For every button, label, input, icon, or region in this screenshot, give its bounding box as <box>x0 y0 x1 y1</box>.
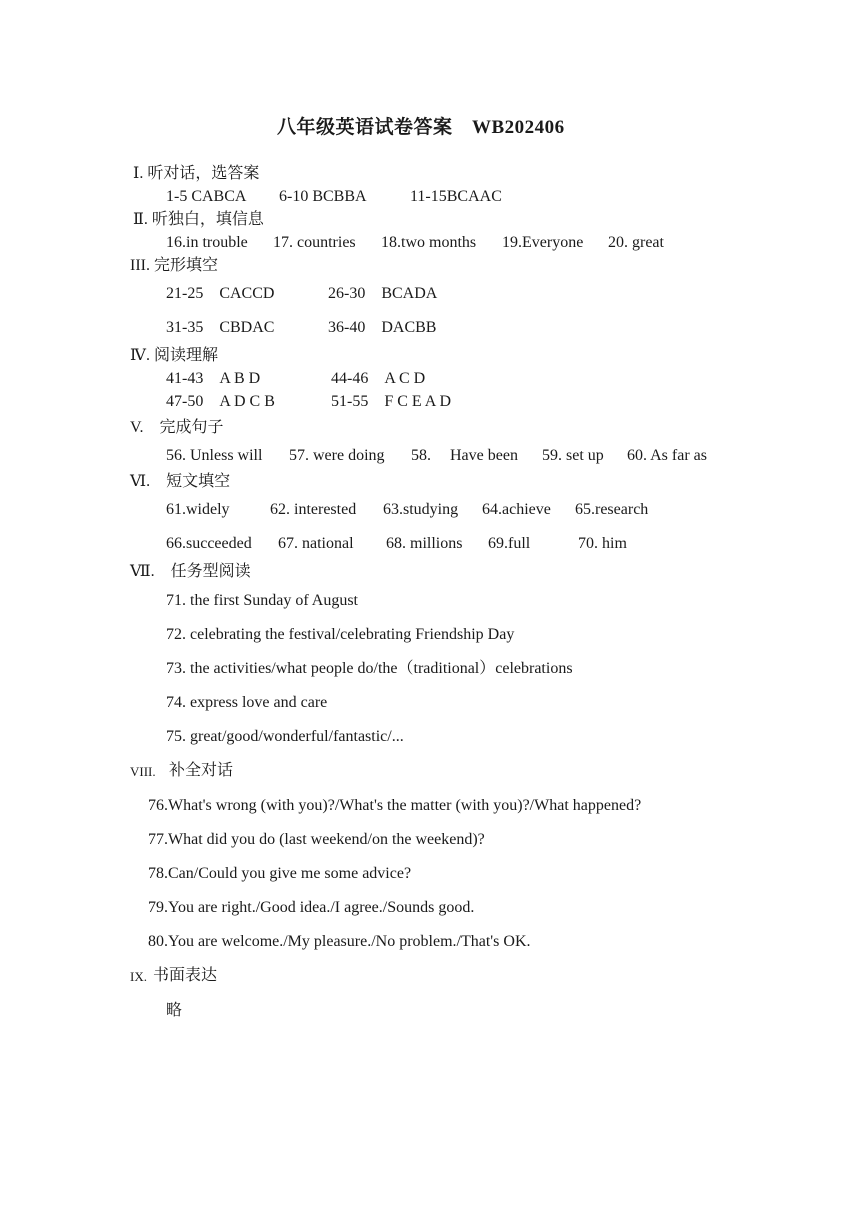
section-7-heading: Ⅶ. 任务型阅读 <box>130 563 251 580</box>
answer-62: 62. interested <box>270 501 357 518</box>
answer-65: 65.research <box>575 501 649 518</box>
answer-1-5: 1-5 CABCA <box>166 188 247 205</box>
answer-41-43: 41-43 A B D <box>166 370 261 387</box>
answer-69: 69.full <box>488 535 531 552</box>
answer-writing: 略 <box>166 1002 183 1019</box>
answer-16: 16.in trouble <box>166 234 248 251</box>
answer-19: 19.Everyone <box>502 234 584 251</box>
section-9-heading: 书面表达 <box>153 967 218 984</box>
answer-60: 60. As far as <box>627 447 707 464</box>
section-2-heading: Ⅱ. 听独白，填信息 <box>133 211 264 228</box>
section-4-heading: Ⅳ. 阅读理解 <box>130 347 218 364</box>
answer-73: 73. the activities/what people do/the（traditional）celebrations <box>166 660 573 677</box>
answer-61: 61.widely <box>166 501 230 518</box>
answer-11-15: 11-15BCAAC <box>410 188 502 205</box>
answer-18: 18.two months <box>381 234 477 251</box>
answer-36-40: 36-40 DACBB <box>328 319 437 336</box>
answer-72: 72. celebrating the festival/celebrating Friendship Day <box>166 626 515 643</box>
answer-75: 75. great/good/wonderful/fantastic/... <box>166 728 404 745</box>
answer-80: 80.You are welcome./My pleasure./No problem./That's OK. <box>148 933 531 950</box>
section-8-numeral: VIII. <box>130 764 156 779</box>
answer-21-25: 21-25 CACCD <box>166 285 275 302</box>
answer-77: 77.What did you do (last weekend/on the weekend)? <box>148 831 485 848</box>
answer-47-50: 47-50 A D C B <box>166 393 275 410</box>
answer-79: 79.You are right./Good idea./I agree./Sounds good. <box>148 899 475 916</box>
answer-74: 74. express love and care <box>166 694 328 711</box>
section-1-heading: Ⅰ. 听对话，选答案 <box>133 165 260 182</box>
answer-76: 76.What's wrong (with you)?/What's the matter (with you)?/What happened? <box>148 797 642 814</box>
answer-78: 78.Can/Could you give me some advice? <box>148 865 412 882</box>
section-8-heading: 补全对话 <box>169 762 234 779</box>
answer-58-number: 58. <box>411 447 431 464</box>
answer-63: 63.studying <box>383 501 459 518</box>
answer-67: 67. national <box>278 535 354 552</box>
answer-6-10: 6-10 BCBBA <box>279 188 367 205</box>
answer-68: 68. millions <box>386 535 463 552</box>
answer-56: 56. Unless will <box>166 447 263 464</box>
answer-57: 57. were doing <box>289 447 385 464</box>
answer-17: 17. countries <box>273 234 356 251</box>
answer-66: 66.succeeded <box>166 535 252 552</box>
page-title: 八年级英语试卷答案 WB202406 <box>277 117 565 138</box>
section-9-numeral: IX. <box>130 969 147 984</box>
answer-70: 70. him <box>578 535 627 552</box>
answer-20: 20. great <box>608 234 664 251</box>
section-3-heading: III. 完形填空 <box>130 257 218 274</box>
answer-51-55: 51-55 F C E A D <box>331 393 452 410</box>
answer-58: Have been <box>450 447 518 464</box>
answer-31-35: 31-35 CBDAC <box>166 319 275 336</box>
section-6-heading: Ⅵ. 短文填空 <box>130 473 231 490</box>
answer-44-46: 44-46 A C D <box>331 370 426 387</box>
answer-64: 64.achieve <box>482 501 551 518</box>
answer-71: 71. the first Sunday of August <box>166 592 358 609</box>
section-5-heading: V. 完成句子 <box>130 419 224 436</box>
answer-26-30: 26-30 BCADA <box>328 285 438 302</box>
answer-59: 59. set up <box>542 447 604 464</box>
